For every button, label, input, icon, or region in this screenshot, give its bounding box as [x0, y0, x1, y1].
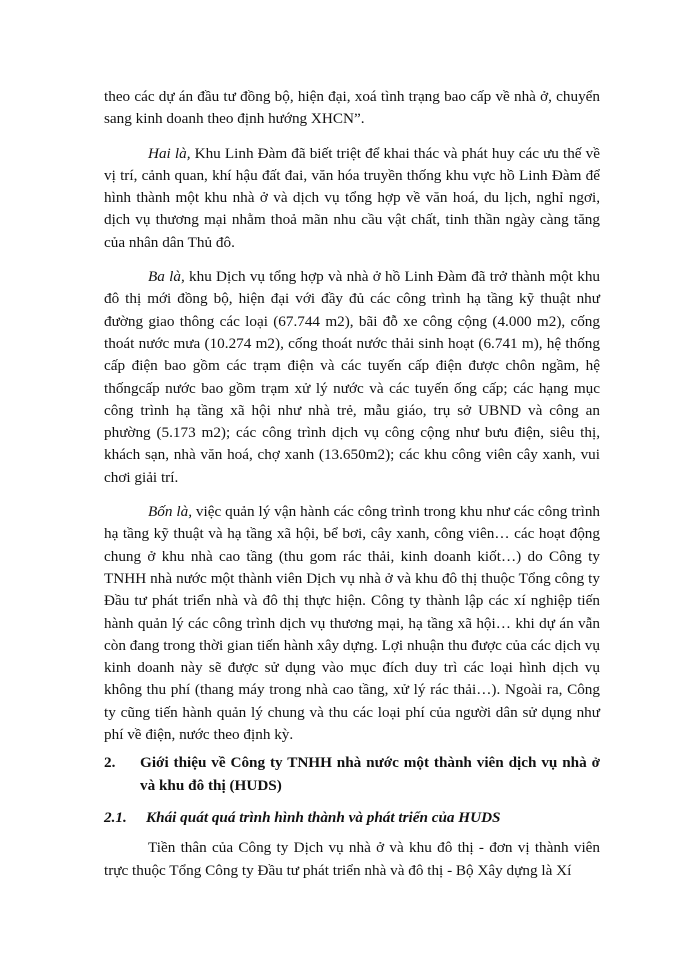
paragraph-fourth-point — [104, 501, 600, 746]
section-heading-2-1-number: 2.1. — [104, 808, 127, 826]
paragraph-lead-ba-la: Ba là, — [148, 268, 185, 286]
paragraph-huds-history: Tiền thân của Công ty Dịch vụ nhà ở và khu đô thị - đơn vị thành viên trực thuộc Tổng Công ty Đầu tư phát triển nhà và đô thị - Bộ Xây dựng là Xí — [104, 839, 600, 879]
document-page — [104, 86, 600, 882]
paragraph-body-hai-la: Khu Linh Đàm đã biết triệt để khai thác và phát huy các ưu thế về vị trí, cảnh quan, khí hậu đất đai, văn hóa truyền thống khu vực hồ Linh Đàm để hình thành một khu nhà ở và dịch vụ tổng hợp về văn hoá, du lịch, nghỉ ngơi, dịch vụ thương mại nhằm thoả mãn nhu cầu vật chất, tinh thần ngày càng tăng của nhân dân Thủ đô. — [104, 144, 600, 251]
paragraph-body-ba-la: khu Dịch vụ tổng hợp và nhà ở hồ Linh Đàm đã trở thành một khu đô thị mới đồng bộ, hiện đại với đầy đủ các công trình hạ tầng kỹ thuật như đường giao thông các loại (67.744 m2), bãi đỗ xe công cộng (4.000 m2), cống thoát nước mưa (10.274 m2), cống thoát nước thải sinh hoạt (6.741 m), hệ thống cấp điện bao gồm các trạm điện và các tuyến cấp điện được chôn ngầm, hệ thốngcấp nước bao gồm trạm xử lý nước và các tuyến ống cấp; các hạng mục công trình hạ tầng xã hội như nhà trẻ, mẫu giáo, trụ sở UBND và công an phường (5.173 m2); các công trình dịch vụ công cộng như bưu điện, siêu thị, khách sạn, nhà văn hoá, chợ xanh (13.650m2); các khu công viên cây xanh, vui chơi giải trí. — [104, 268, 601, 486]
section-heading-2-1 — [104, 807, 600, 829]
paragraph-intro-continuation: theo các dự án đầu tư đồng bộ, hiện đại, xoá tình trạng bao cấp về nhà ở, chuyển sang kinh doanh theo định hướng XHCN”. — [104, 88, 600, 128]
paragraph-second-point — [104, 143, 600, 254]
section-heading-2-1-text: Khái quát quá trình hình thành và phát triển của HUDS — [146, 808, 501, 826]
section-heading-2 — [104, 752, 600, 797]
section-heading-2-number: 2. — [104, 754, 116, 772]
paragraph-lead-bon-la: Bốn là, — [148, 503, 192, 521]
paragraph-body-bon-la: việc quản lý vận hành các công trình trong khu như các công trình hạ tầng kỹ thuật và hạ tầng xã hội, bể bơi, cây xanh, công viên… các hoạt động chung ở khu nhà cao tầng (thu gom rác thải, kinh doanh kiốt…) do Công ty TNHH nhà nước một thành viên Dịch vụ nhà ở và khu đô thị thuộc Tổng công ty Đầu tư phát triển nhà và đô thị thực hiện. Công ty thành lập các xí nghiệp tiến hành quản lý các công trình dịch vụ thương mại, hạ tầng xã hội… khi dự án vẫn còn đang trong thời gian tiến hành xây dựng. Lợi nhuận thu được của các dịch vụ kinh doanh này sẽ được sử dụng vào mục đích duy trì các loại hình dịch vụ không thu phí (thang máy trong nhà cao tầng, xử lý rác thải…). Ngoài ra, Công ty cũng tiến hành quản lý chung và thu các loại phí của người dân sử dụng như phí về điện, nước theo định kỳ. — [104, 503, 601, 744]
paragraph-third-point — [104, 266, 600, 489]
section-heading-2-text: Giới thiệu về Công ty TNHH nhà nước một thành viên dịch vụ nhà ở và khu đô thị (HUDS) — [140, 754, 600, 794]
paragraph-lead-hai-la: Hai là, — [148, 144, 191, 162]
